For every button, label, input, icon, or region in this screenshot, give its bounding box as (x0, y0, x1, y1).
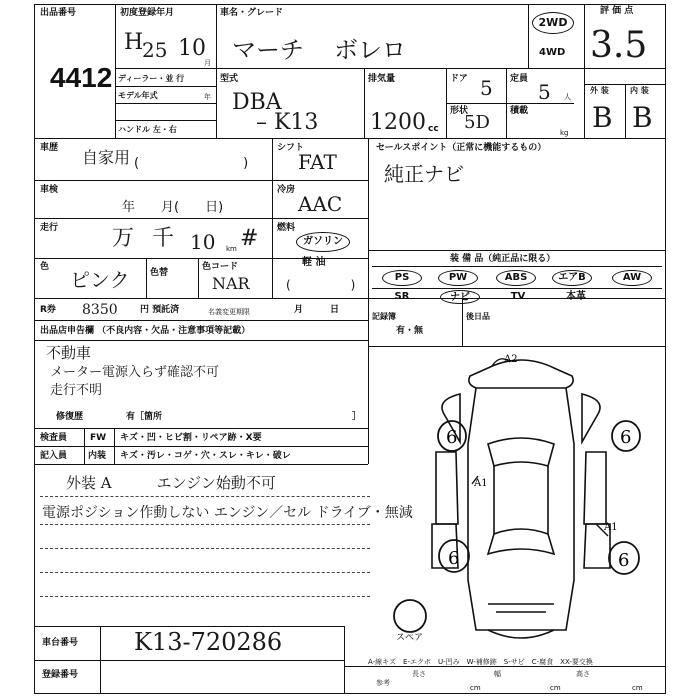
report-title: 出品店申告欄 （不良内容・欠品・注意事項等記載） (40, 326, 251, 336)
color-label: 色 (40, 262, 50, 272)
note-rule (40, 572, 370, 573)
note-rule (40, 496, 370, 497)
equipment-item-row2-2: TV (510, 291, 526, 302)
report-line-2: メーター電源入らず確認不可 (50, 365, 220, 380)
first-registration-year: 25 (142, 38, 168, 62)
equipment-item-0: PS (382, 270, 422, 286)
kg-unit: kg (560, 129, 569, 137)
equipment-item-3: エアB (552, 270, 592, 286)
mileage-value: 10 (190, 230, 216, 254)
fuel-gasoline-mark (296, 232, 350, 252)
car-diagram (376, 348, 666, 648)
sales-point: 純正ナビ (384, 162, 464, 186)
repair-history-value: 有［箇所 (126, 412, 163, 422)
capacity-label: 定員 (510, 74, 529, 84)
divider (198, 258, 199, 298)
width-unit: cm (550, 684, 561, 692)
year-unit: 年 (204, 93, 211, 101)
divider (115, 4, 116, 138)
report-line-1: 不動車 (46, 344, 92, 362)
divider (372, 288, 662, 289)
divider (368, 428, 369, 464)
divider (462, 298, 463, 346)
drive-2wd-mark (532, 12, 574, 34)
interior-check-label: 内装 (88, 451, 107, 461)
displacement-value: 1200 (370, 110, 426, 135)
equipment-item-2: ABS (496, 270, 536, 286)
score: 3.5 (590, 25, 648, 66)
doors-value: 5 (480, 76, 493, 100)
a2-label: A2 (504, 354, 518, 365)
note-line-1: 外装 A エンジン始動不可 (66, 474, 276, 492)
divider (115, 103, 216, 104)
sales-point-title: セールスポイント（正常に機能するもの） (376, 143, 547, 153)
color-value: ピンク (70, 268, 130, 292)
divider (34, 340, 368, 341)
a1-label-rear: A1 (604, 522, 618, 533)
name-change-label: 名義変更期限 (208, 308, 250, 316)
dealer-label: ディーラー・並 行 (118, 74, 185, 83)
fw-label: FW (90, 433, 107, 443)
shape-label: 形状 (450, 106, 469, 116)
divider (34, 218, 368, 219)
divider (84, 428, 85, 464)
spare-tire-label: スペア (396, 633, 424, 643)
note-line-2: 電源ポジション作動しない エンジン／セル ドライブ・無減 (42, 505, 413, 521)
interior-label: 内 装 (630, 86, 649, 95)
ac-value: AAC (298, 192, 343, 216)
divider (625, 84, 626, 138)
divider (34, 626, 344, 627)
divider (368, 138, 369, 298)
model-code: – K13 (256, 110, 319, 135)
note-rule (40, 548, 370, 549)
divider (114, 428, 115, 464)
car-name-label: 車名・グレード (220, 8, 284, 18)
score-label: 評 価 点 (600, 6, 634, 16)
lot-number: 4412 (50, 62, 113, 93)
recorder-label: 記入員 (40, 451, 68, 461)
divider (115, 120, 216, 121)
recycle-suffix: 円 預託済 (140, 305, 180, 315)
capacity-unit: 人 (564, 93, 571, 101)
model-year-label: モデル年式 (118, 91, 158, 100)
color-code: NAR (212, 274, 250, 293)
divider (368, 250, 666, 251)
height-unit: cm (632, 684, 643, 692)
interior-grade: B (632, 101, 653, 134)
mileage-label: 走行 (40, 223, 59, 233)
tire-rear-left: 6 (448, 548, 460, 569)
exterior-grade: B (592, 101, 613, 134)
fuel-label: 燃料 (277, 223, 296, 233)
divider (584, 4, 585, 138)
chassis-number-label: 車台番号 (42, 638, 79, 648)
divider (216, 4, 217, 138)
equipment-item-row2-1: ナビ (440, 290, 480, 304)
drive-4wd: 4WD (539, 47, 566, 58)
equipment-item-row2-0: SR (394, 291, 410, 302)
car-name: マーチ (232, 36, 304, 64)
first-registration-month: 10 (178, 36, 206, 61)
model-code-prefix: DBA (232, 90, 282, 115)
recycle-amount: 8350 (82, 302, 118, 318)
fuel-value: ガソリン (303, 236, 343, 247)
tire-front-left: 6 (446, 427, 458, 448)
handle-label: ハンドル 左・右 (118, 125, 177, 134)
inspection-fields: 年 月( 日) (122, 200, 224, 215)
reference-label: 参考 (376, 679, 390, 687)
divider (34, 138, 666, 139)
shift-value: FAT (298, 150, 337, 174)
equipment-item-1: PW (438, 270, 478, 286)
inspector-label: 検査員 (40, 433, 68, 443)
divider (344, 666, 666, 667)
load-label: 積載 (510, 106, 529, 116)
divider (344, 626, 345, 694)
fuel-other: 軽 油 (302, 257, 326, 268)
width-label: 幅 (494, 670, 501, 678)
color-change-label: 色替 (150, 268, 169, 278)
divider (364, 68, 365, 138)
note-rule (40, 596, 370, 597)
a1-label-side: A1 (474, 478, 488, 489)
tire-front-right: 6 (620, 427, 632, 448)
divider (34, 320, 368, 321)
interior-items: キズ・汚レ・コゲ・穴・スレ・キレ・破レ (120, 451, 291, 461)
divider (115, 68, 666, 69)
divider (528, 4, 529, 68)
divider (100, 626, 101, 694)
height-label: 高さ (576, 670, 590, 678)
tire-rear-right: 6 (618, 550, 630, 571)
name-change-date: 月 日 (294, 305, 340, 315)
history-value: 自家用 (82, 148, 131, 167)
length-label: 長さ (412, 670, 426, 678)
color-code-label: 色コード (202, 262, 239, 272)
first-registration-era: H (124, 30, 144, 55)
repair-history-end: ］ (352, 412, 362, 422)
record-value: 有・無 (396, 326, 424, 336)
damage-legend: A-線キズ E-エクボ U-凹み W-補修跡 S-サビ C-腐食 XX-要交換 (368, 658, 593, 666)
repair-history-label: 修復歴 (56, 412, 84, 422)
cc-unit: cc (428, 124, 439, 134)
rear-item-label: 後日品 (466, 312, 490, 321)
displacement-label: 排気量 (368, 74, 396, 84)
drive-2wd: 2WD (538, 16, 568, 29)
divider (34, 660, 344, 661)
mileage-sen: 千 (152, 226, 175, 251)
divider (368, 346, 666, 347)
history-bracket: ( ) (134, 156, 249, 171)
month-unit: 月 (204, 59, 211, 67)
divider (372, 266, 662, 267)
fuel-bracket: ( ) (286, 278, 356, 292)
equipment-item-row2-3: 本革 (566, 291, 586, 302)
record-label: 記録簿 (372, 312, 396, 321)
note-rule (40, 524, 370, 525)
inspection-label: 車検 (40, 185, 59, 195)
divider (446, 103, 574, 104)
report-line-3: 走行不明 (50, 383, 103, 398)
car-grade: ボレロ (334, 36, 406, 64)
exterior-label: 外 装 (590, 86, 609, 95)
model-code-label: 型式 (220, 74, 239, 84)
lot-number-label: 出品番号 (40, 8, 77, 18)
equipment-item-4: AW (612, 270, 652, 286)
recycle-label: R券 (40, 305, 56, 315)
divider (146, 258, 147, 298)
mileage-mark: # (240, 226, 259, 251)
length-unit: cm (470, 684, 481, 692)
divider (34, 180, 368, 181)
km-unit: km (226, 245, 237, 253)
first-registration-label: 初度登録年月 (120, 8, 175, 18)
history-label: 車歴 (40, 143, 59, 153)
mileage-man: 万 (112, 226, 135, 251)
registration-number-label: 登録番号 (42, 670, 79, 680)
capacity-value: 5 (538, 80, 551, 104)
shape-value: 5D (464, 112, 490, 133)
chassis-number: K13-720286 (134, 628, 283, 656)
ac-label: 冷房 (277, 185, 296, 195)
doors-label: ドア (450, 74, 468, 84)
equipment-title: 装 備 品（純正品に限る） (450, 254, 556, 264)
divider (34, 464, 368, 465)
divider (115, 86, 216, 87)
divider (368, 298, 369, 428)
shift-label: シフト (277, 143, 305, 153)
fw-items: キズ・凹・ヒビ割・リペア跡・X要 (120, 433, 262, 443)
